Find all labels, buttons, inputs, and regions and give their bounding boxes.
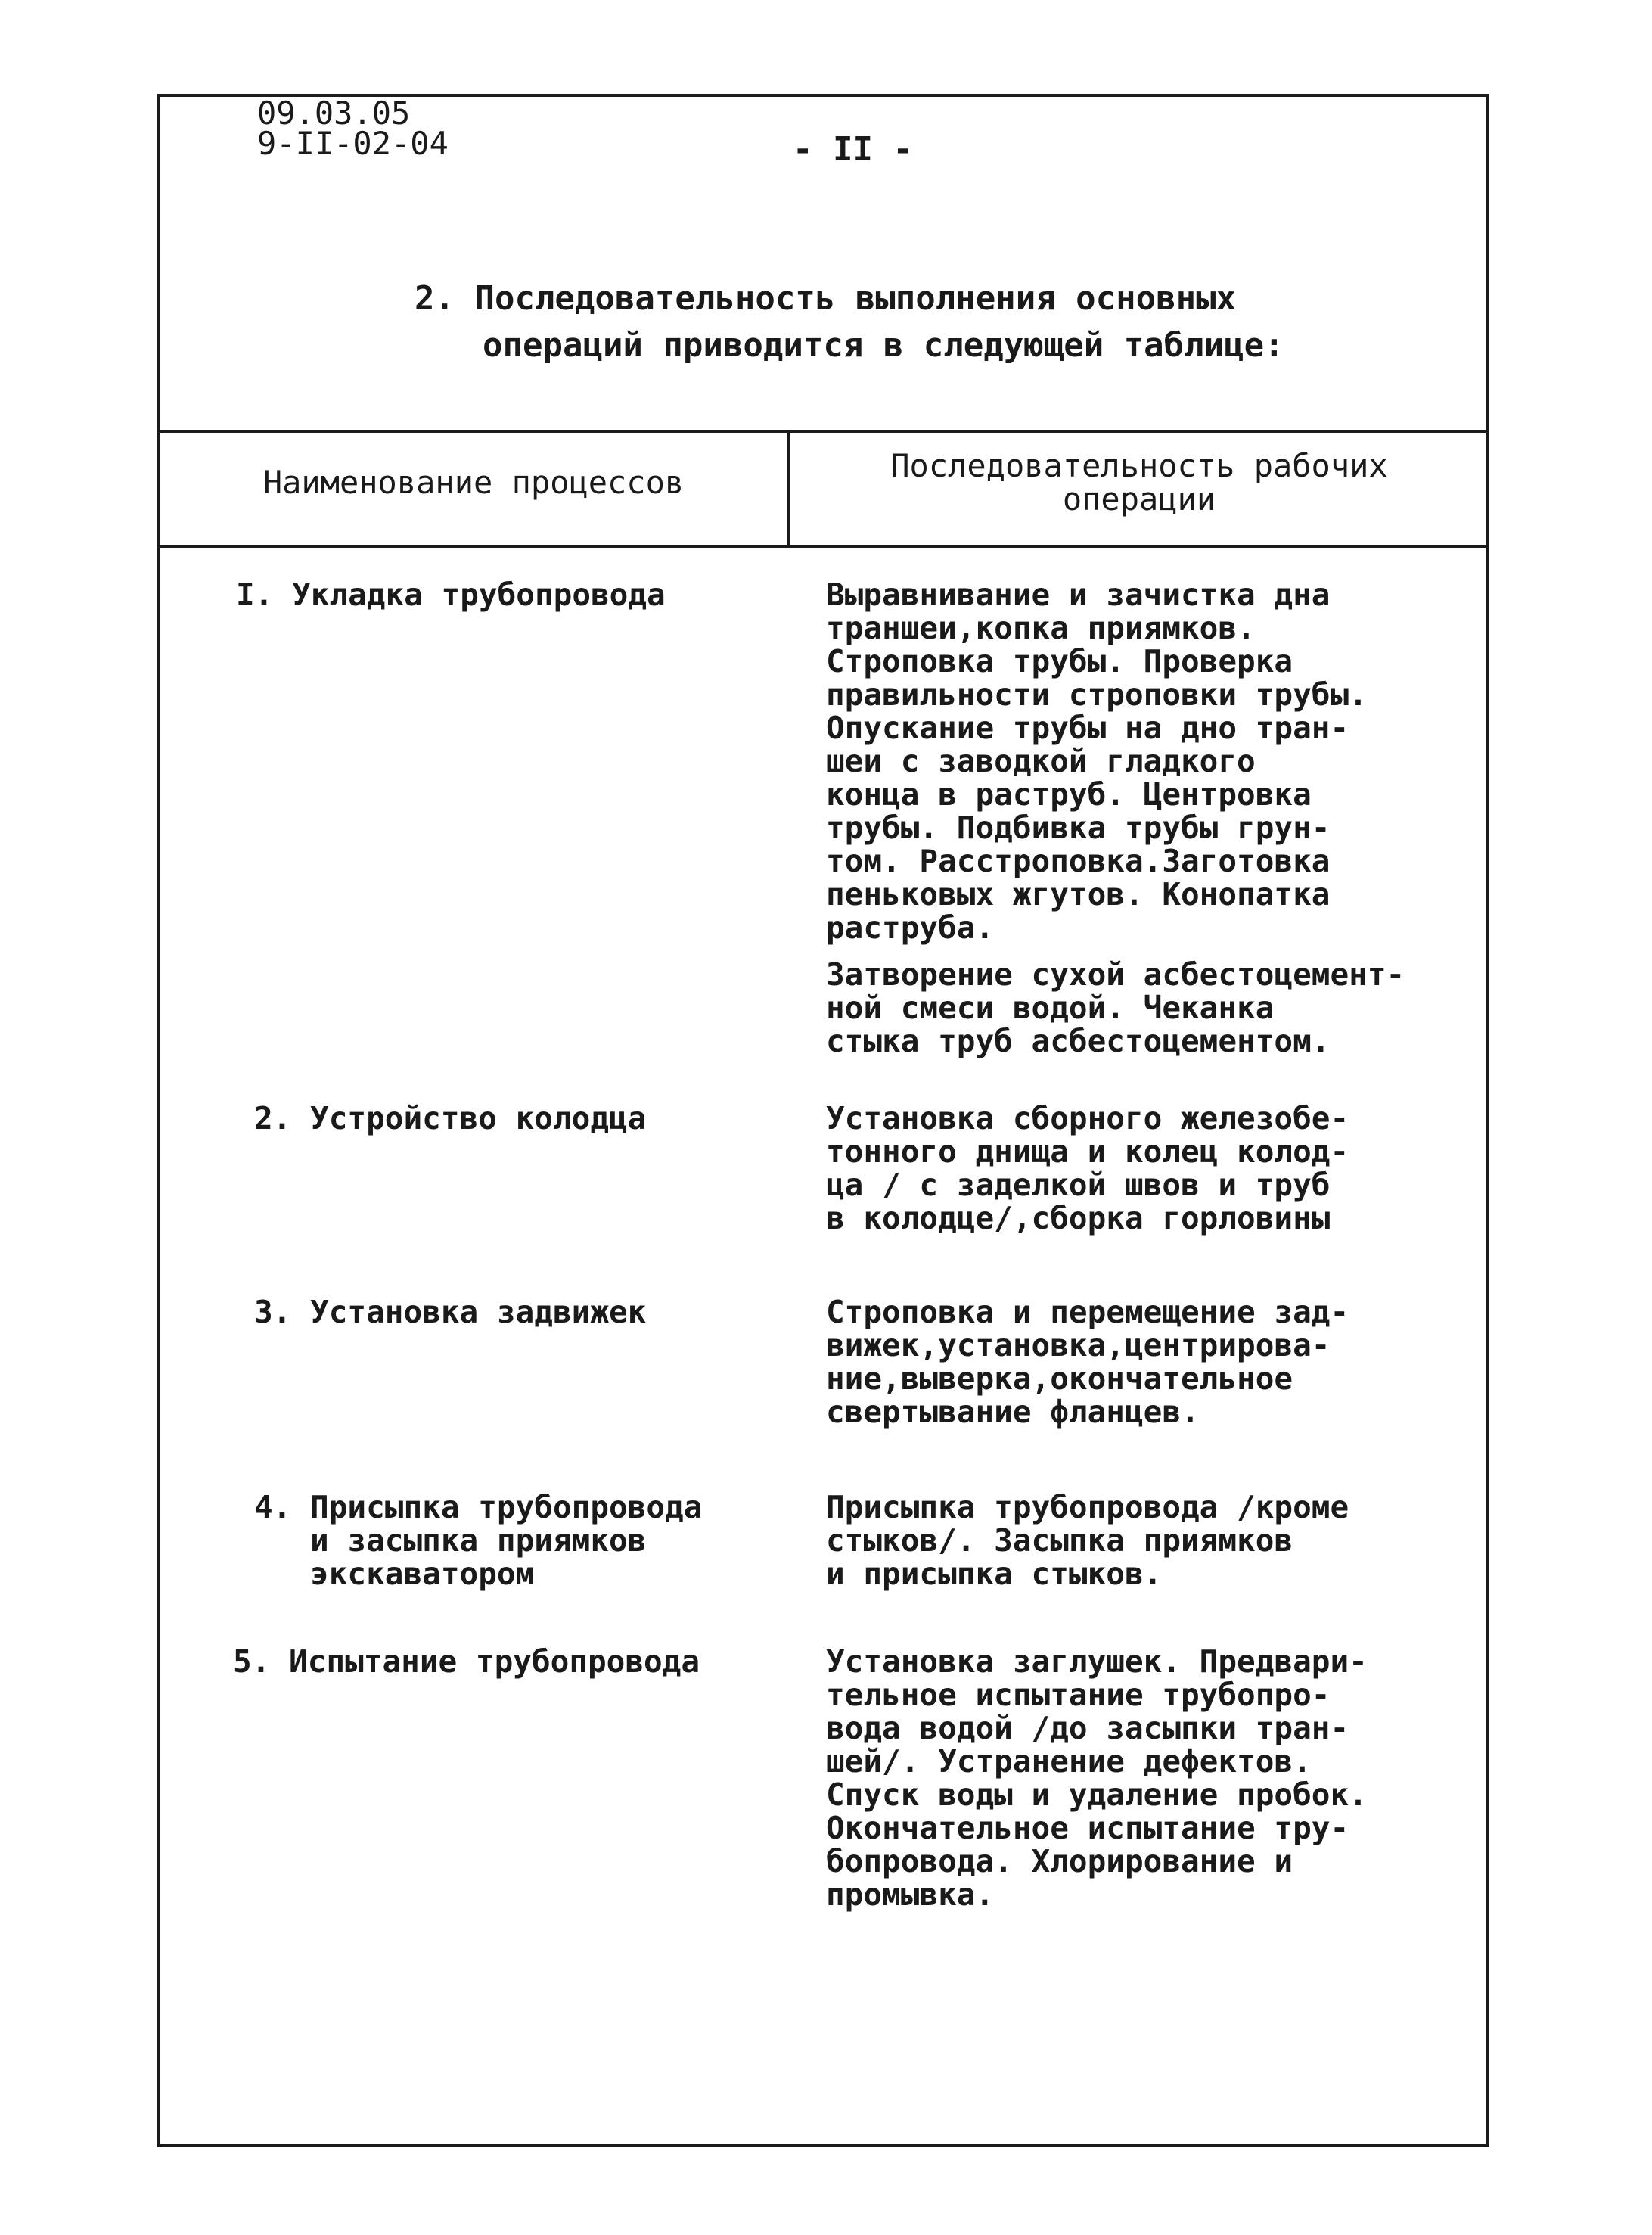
operations-paragraph: Установка заглушек. Предвари- тельное испытание трубопро- вода водой /до засыпки тран- шей/. Устранение дефектов. Спуск воды и удаление пробок. Окончательное испытание тру- бопровода. Хлорирование и промывка. [826,1643,1368,1913]
process-name: 3. Установка задвижек [254,1294,647,1330]
page-frame [157,94,1489,2147]
code-bottom: 9-II-02-04 [257,125,449,162]
process-name: 2. Устройство колодца [254,1100,647,1136]
column-header-operations [790,449,1489,516]
code-top: 09.03.05 [257,95,411,132]
operations-cell [826,1491,1477,1604]
operations-paragraph: Выравнивание и зачистка дна траншеи,копка приямков. Строповка трубы. Проверка правильности строповки трубы. Опускание трубы на дно тран- шеи с заводкой гладкого конца в раструб. Центровка трубы. Подбивка трубы грун- том. Расстроповка.Заготовка пеньковых жгутов. Конопатка раструба. [826,577,1368,946]
column-header-processes: Наименование процессов [262,464,685,501]
column-header-operations-line-2: операции [1062,480,1216,518]
operations-cell [826,1295,1477,1442]
process-name: 5. Испытание трубопровода [233,1643,700,1680]
operations-cell [826,1102,1477,1248]
page-number: - II - [793,130,913,169]
header-bottom-rule [160,545,1486,548]
operations-cell [826,578,1477,1071]
process-name: I. Укладка трубопровода [236,577,666,613]
operations-paragraph: Присыпка трубопровода /кроме стыков/. Засыпка приямков и присыпка стыков. [826,1489,1349,1592]
operations-paragraph: Установка сборного железобе- тонного днища и колец колод- ца / с заделкой швов и труб в колодце/,сборка горловины [826,1100,1349,1236]
table-top-rule [160,430,1486,433]
operations-paragraph: Строповка и перемещение зад- вижек,установка,центрирова- ние,выверка,окончательное свертывание фланцев. [826,1294,1349,1430]
heading-line-2: операций приводится в следующей таблице: [483,326,1284,365]
operations-cell [826,1645,1477,1925]
document-codes [257,95,449,162]
column-header-operations-line-1: Последовательность рабочих [890,447,1388,484]
operations-paragraph: Затворение сухой асбестоцемент- ной смеси водой. Чеканка стыка труб асбестоцементом. [826,956,1405,1059]
process-name: 4. Присыпка трубопровода и засыпка приямков экскаватором [254,1489,703,1592]
heading-line-1: 2. Последовательность выполнения основных [415,279,1237,318]
